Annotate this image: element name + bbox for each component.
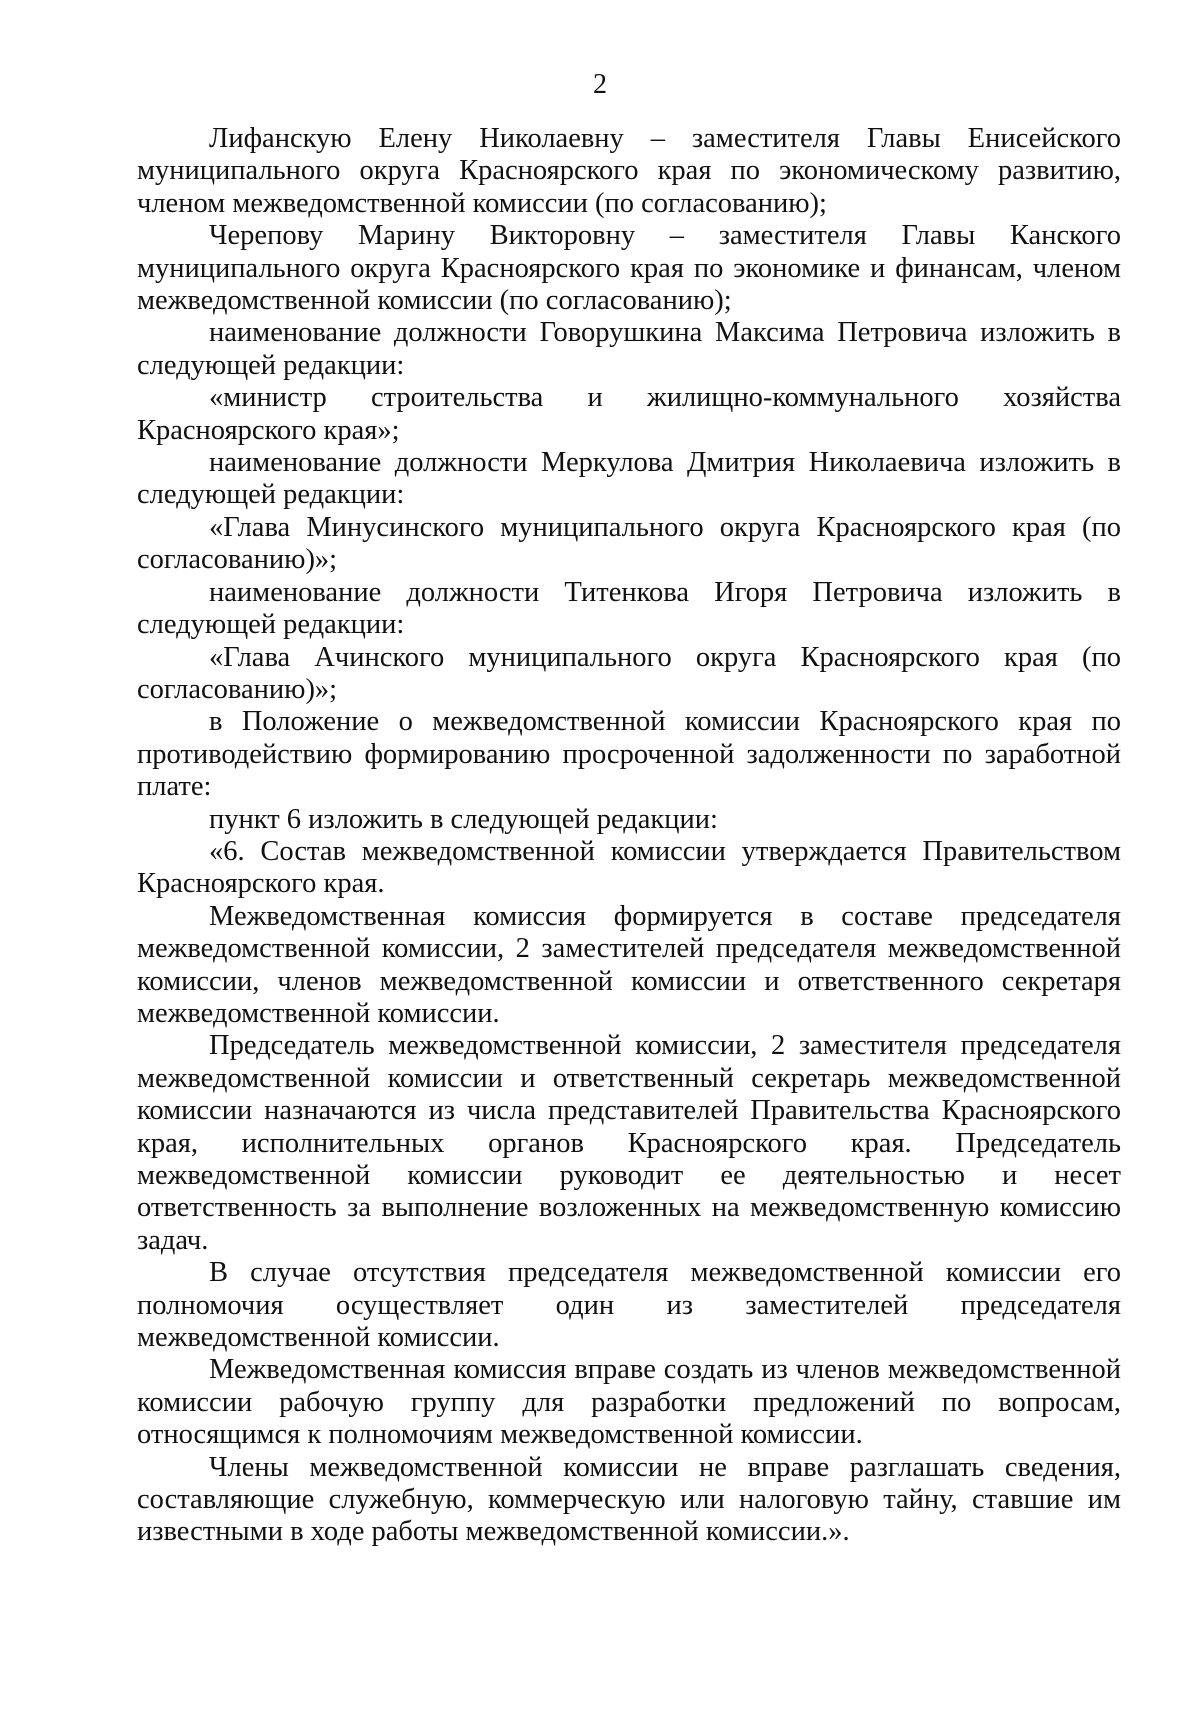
paragraph: «6. Состав межведомственной комиссии утверждается Правительством Красноярского края.	[137, 835, 1121, 900]
paragraph: Черепову Марину Викторовну – заместителя Главы Канского муниципального округа Красноярского края по экономике и финансам, членом межведомственной комиссии (по согласованию);	[137, 220, 1121, 317]
paragraph: Председатель межведомственной комиссии, 2 заместителя председателя межведомственной комиссии и ответственный секретарь межведомственной комиссии назначаются из числа представителей Правительства Красноярского края, исполнительных органов Красноярского края. Председатель межведомственной комиссии руководит ее деятельностью и несет ответственность за выполнение возложенных на межведомственную комиссию задач.	[137, 1030, 1121, 1256]
paragraph: «министр строительства и жилищно-коммунального хозяйства Красноярского края»;	[137, 382, 1121, 446]
paragraph: Члены межведомственной комиссии не вправе разглашать сведения, составляющие служебную, коммерческую или налоговую тайну, ставшие им известными в ходе работы межведомственной комиссии.».	[137, 1451, 1121, 1548]
paragraph: наименование должности Говорушкина Максима Петровича изложить в следующей редакции:	[137, 317, 1121, 381]
paragraph: в Положение о межведомственной комиссии Красноярского края по противодействию формированию просроченной задолженности по заработной плате:	[137, 706, 1121, 803]
document-body	[137, 123, 1121, 1549]
paragraph: Межведомственная комиссия вправе создать из членов межведомственной комиссии рабочую группу для разработки предложений по вопросам, относящимся к полномочиям межведомственной комиссии.	[137, 1354, 1121, 1451]
paragraph: наименование должности Меркулова Дмитрия Николаевича изложить в следующей редакции:	[137, 447, 1121, 511]
paragraph: Межведомственная комиссия формируется в составе председателя межведомственной комиссии, 2 заместителей председателя межведомственной комиссии, членов межведомственной комиссии и ответственного секретаря межведомственной комиссии.	[137, 900, 1121, 1029]
paragraph: В случае отсутствия председателя межведомственной комиссии его полномочия осуществляет один из заместителей председателя межведомственной комиссии.	[137, 1257, 1121, 1354]
page-number: 2	[593, 69, 607, 100]
paragraph: наименование должности Титенкова Игоря Петровича изложить в следующей редакции:	[137, 576, 1121, 641]
paragraph: Лифанскую Елену Николаевну – заместителя Главы Енисейского муниципального округа Красноярского края по экономическому развитию, членом межведомственной комиссии (по согласованию);	[137, 123, 1121, 219]
paragraph: пункт 6 изложить в следующей редакции:	[209, 803, 718, 835]
paragraph: «Глава Минусинского муниципального округа Красноярского края (по согласованию)»;	[137, 511, 1121, 576]
paragraph: «Глава Ачинского муниципального округа Красноярского края (по согласованию)»;	[137, 641, 1121, 705]
